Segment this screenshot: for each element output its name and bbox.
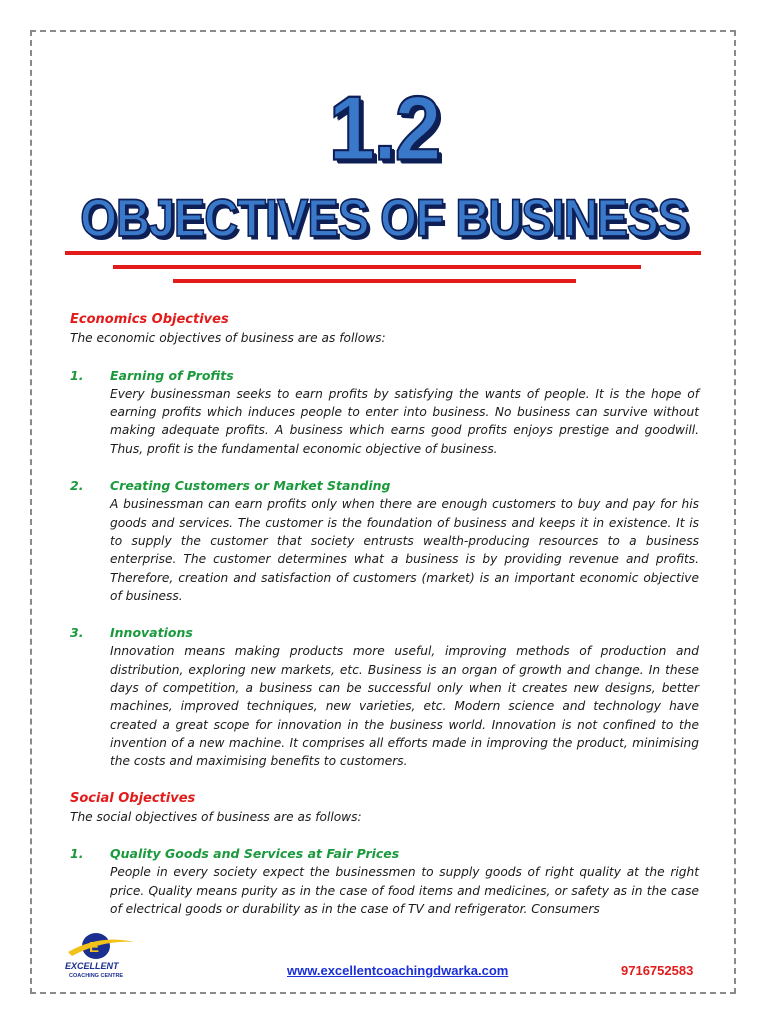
document-body <box>70 311 699 918</box>
list-item-text: A businessman can earn profits only when there are enough customers to buy and pay for his goods and services. The customer is the foundation of business and keeps it in existence. It is to supply the customer that society entrusts wealth-producing resources to a business enterprise. The customer determines what a business is by providing revenue and profits. Therefore, creation and satisfaction of customers (market) is an important economic objective of business. <box>110 497 699 603</box>
logo-letter: E <box>89 939 100 956</box>
heading-rule-short <box>173 279 576 283</box>
list-item <box>70 367 699 458</box>
heading-rule-medium <box>113 265 641 269</box>
footer-phone-number: 9716752583 <box>621 963 694 978</box>
list-item-title: Innovations <box>110 625 193 641</box>
list-item-number: 2. <box>70 478 84 494</box>
list-item-title: Quality Goods and Services at Fair Prices <box>110 846 400 862</box>
footer-website-link[interactable]: www.excellentcoachingdwarka.com <box>287 963 509 978</box>
excellent-coaching-logo <box>62 930 140 980</box>
heading-number: 1.2 <box>328 77 440 179</box>
economic-objectives-title: Economics Objectives <box>70 312 229 327</box>
list-item-title: Earning of Profits <box>110 367 234 383</box>
list-item <box>70 624 699 770</box>
list-item-number: 1. <box>70 367 84 383</box>
list-item <box>70 845 699 918</box>
economic-objectives-intro: The economic objectives of business are as follows: <box>70 331 386 346</box>
logo-text-line1: EXCELLENT <box>65 961 119 971</box>
list-item-number: 1. <box>70 846 84 862</box>
social-objectives-intro: The social objectives of business are as follows: <box>70 809 362 824</box>
list-item-number: 3. <box>70 625 84 641</box>
list-item-text: People in every society expect the businessmen to supply goods of right quality at the right price. Quality means purity as in the case of food items and medicines, or safety as in the case of electrical goods or durability as in the case of TV and refrigerator. Consumers <box>110 865 699 917</box>
heading-rule-long <box>65 251 701 255</box>
list-item-text: Every businessman seeks to earn profits by satisfying the wants of people. It is the hope of earning profits which induces people to enter into business. No business can survive without making adequate profits. A business which earns good profits enjoys prestige and goodwill. Thus, profit is the fundamental economic objective of business. <box>110 386 699 456</box>
heading-title: OBJECTIVES OF BUSINESS <box>80 187 688 248</box>
list-item-title: Creating Customers or Market Standing <box>110 478 391 494</box>
social-objectives-title: Social Objectives <box>70 790 196 806</box>
list-item-text: Innovation means making products more useful, improving methods of production and distribution, exploring new markets, etc. Business is an organ of growth and change. In these days of competition, a business can be successful only when it creates new designs, better machines, improved techniques, new varieties, etc. Modern science and technology have created a great scope for innovation in the business world. Innovation is not confined to the invention of a new machine. It comprises all efforts made in improving the product, minimising the costs and maximising benefits to customers. <box>110 644 699 769</box>
list-item <box>70 477 699 605</box>
logo-text-line2: COACHING CENTRE <box>69 973 124 979</box>
